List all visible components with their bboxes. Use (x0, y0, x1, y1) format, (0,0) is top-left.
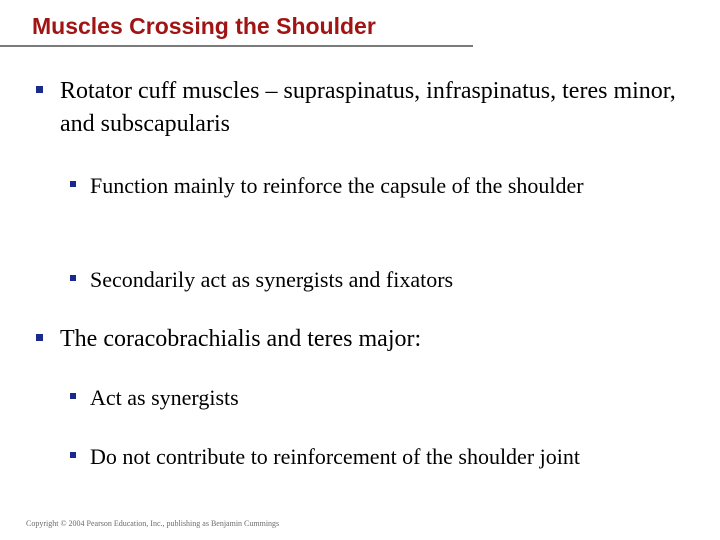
bullet-text: Do not contribute to reinforcement of the shoulder joint (90, 444, 580, 469)
copyright-footer: Copyright © 2004 Pearson Education, Inc., publishing as Benjamin Cummings (26, 519, 280, 528)
title-underline (0, 45, 473, 47)
slide-title: Muscles Crossing the Shoulder (32, 13, 376, 39)
subbullet-no-reinforcement (70, 442, 700, 472)
subbullet-function (70, 171, 700, 201)
square-bullet-icon (70, 181, 76, 187)
bullet-text: Rotator cuff muscles – supraspinatus, infraspinatus, teres minor, and subscapularis (60, 78, 676, 137)
square-bullet-icon (70, 452, 76, 458)
square-bullet-icon (36, 334, 43, 341)
square-bullet-icon (36, 86, 43, 93)
bullet-text: The coracobrachialis and teres major: (60, 326, 422, 352)
bullet-rotator-cuff (36, 75, 696, 141)
square-bullet-icon (70, 275, 76, 281)
bullet-text: Act as synergists (90, 385, 239, 410)
bullet-coracobrachialis (36, 323, 696, 356)
subbullet-secondary (70, 265, 700, 295)
square-bullet-icon (70, 393, 76, 399)
bullet-text: Function mainly to reinforce the capsule of the shoulder (90, 173, 584, 198)
subbullet-synergists (70, 383, 700, 413)
bullet-text: Secondarily act as synergists and fixators (90, 267, 454, 292)
